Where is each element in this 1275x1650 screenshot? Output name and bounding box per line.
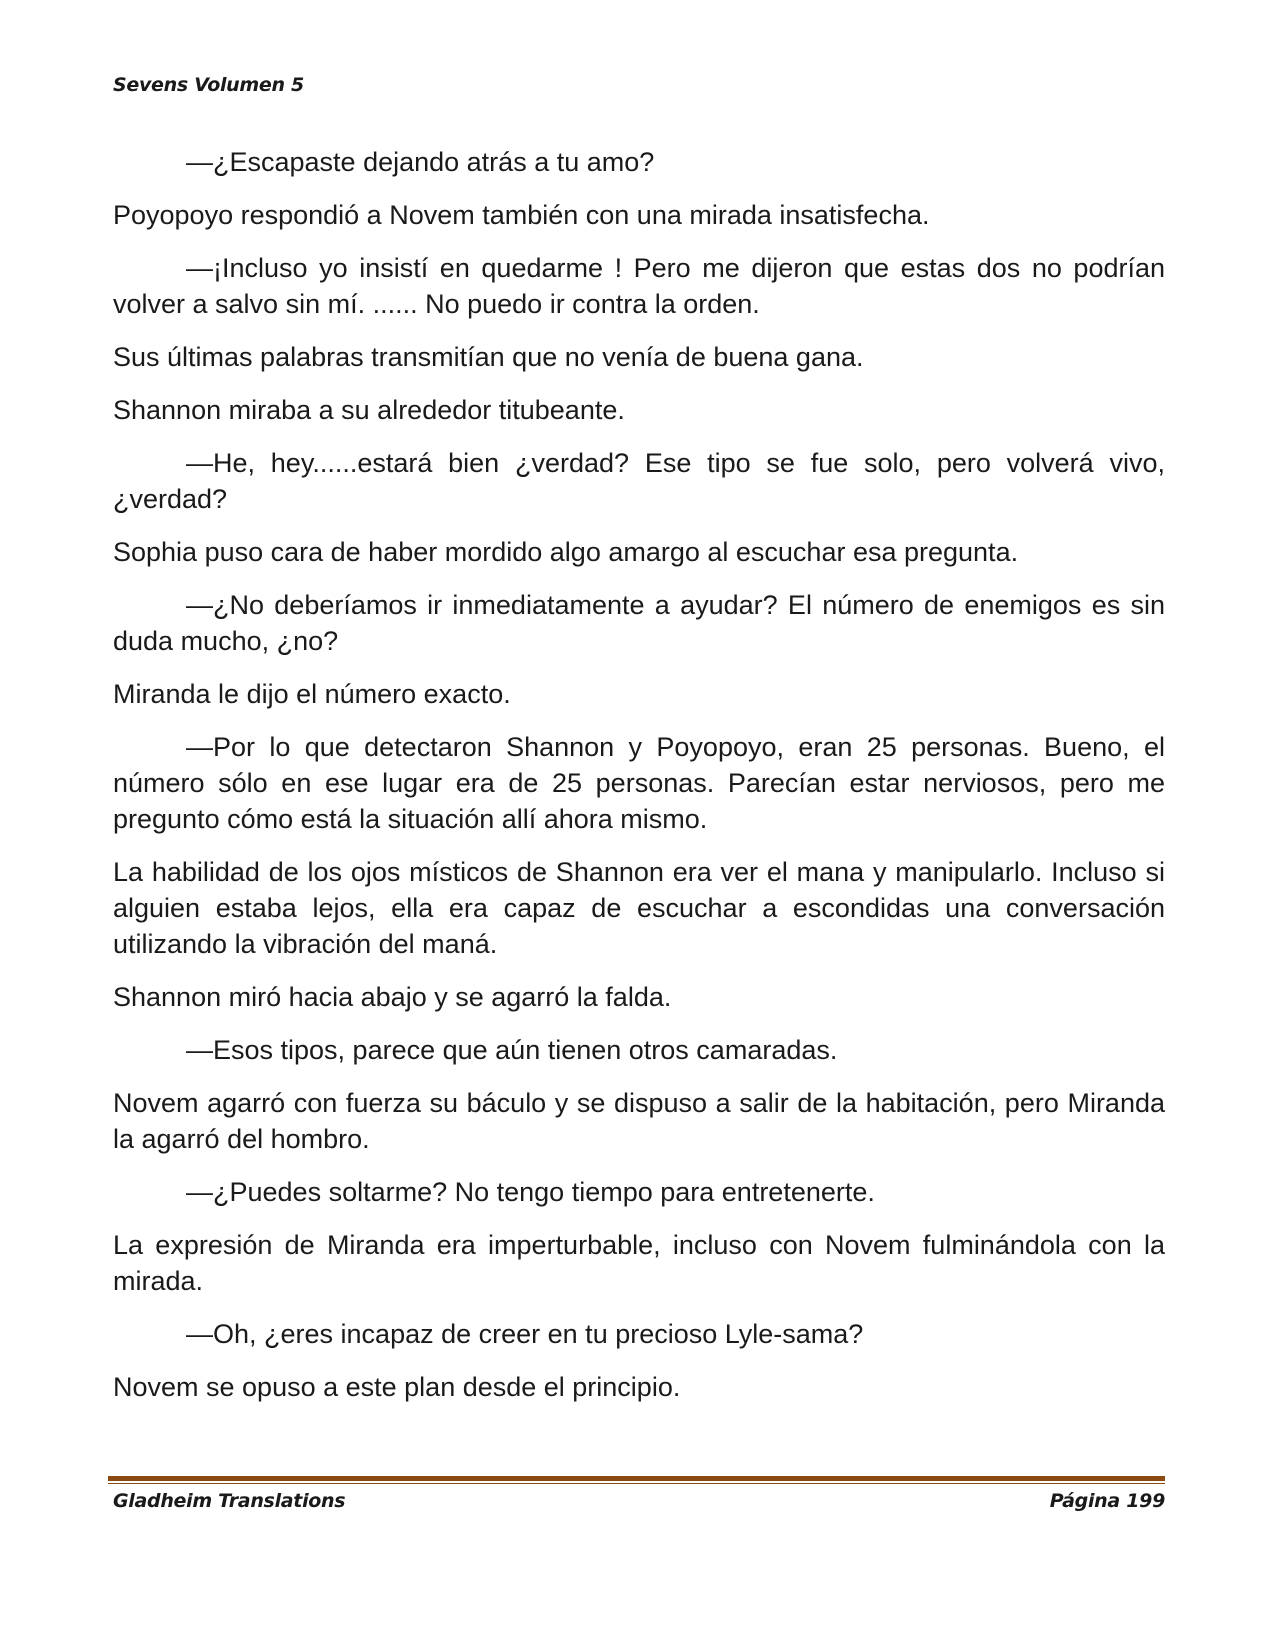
footer-divider <box>108 1476 1165 1486</box>
paragraph: Shannon miró hacia abajo y se agarró la falda. <box>113 982 672 1012</box>
paragraph: Poyopoyo respondió a Novem también con una mirada insatisfecha. <box>113 200 930 230</box>
footer-divider-thin <box>108 1483 1165 1484</box>
paragraph: La habilidad de los ojos místicos de Shannon era ver el mana y manipularlo. Incluso si alguien estaba lejos, ella era capaz de escuchar a escondidas una conversación utilizando la vibración del maná. <box>113 857 1165 959</box>
footer-divider-thick <box>108 1476 1165 1481</box>
paragraph: Sophia puso cara de haber mordido algo amargo al escuchar esa pregunta. <box>113 537 1019 567</box>
page-number: Página 199 <box>1049 1490 1165 1512</box>
running-header: Sevens Volumen 5 <box>113 74 304 96</box>
paragraph: Miranda le dijo el número exacto. <box>113 679 511 709</box>
paragraph: —¿Puedes soltarme? No tengo tiempo para entretenerte. <box>186 1177 875 1207</box>
paragraph: —Esos tipos, parece que aún tienen otros camaradas. <box>186 1035 838 1065</box>
paragraph: —¡Incluso yo insistí en quedarme ! Pero me dijeron que estas dos no podrían volver a salvo sin mí. ...... No puedo ir contra la orden. <box>113 253 1165 319</box>
paragraph: La expresión de Miranda era imperturbable, incluso con Novem fulminándola con la mirada. <box>113 1230 1165 1296</box>
footer-publisher: Gladheim Translations <box>113 1490 346 1512</box>
paragraph: —He, hey......estará bien ¿verdad? Ese tipo se fue solo, pero volverá vivo, ¿verdad? <box>113 448 1165 514</box>
paragraph: Novem se opuso a este plan desde el principio. <box>113 1372 681 1402</box>
paragraph: Sus últimas palabras transmitían que no venía de buena gana. <box>113 342 864 372</box>
paragraph: —¿Escapaste dejando atrás a tu amo? <box>186 147 655 177</box>
paragraph: —¿No deberíamos ir inmediatamente a ayudar? El número de enemigos es sin duda mucho, ¿no? <box>113 590 1165 656</box>
page-body <box>113 144 1165 1422</box>
paragraph: Novem agarró con fuerza su báculo y se dispuso a salir de la habitación, pero Miranda la agarró del hombro. <box>113 1088 1165 1154</box>
paragraph: —Oh, ¿eres incapaz de creer en tu precioso Lyle-sama? <box>186 1319 864 1349</box>
paragraph: Shannon miraba a su alrededor titubeante. <box>113 395 625 425</box>
paragraph: —Por lo que detectaron Shannon y Poyopoyo, eran 25 personas. Bueno, el número sólo en ese lugar era de 25 personas. Parecían estar nerviosos, pero me pregunto cómo está la situación allí ahora mismo. <box>113 732 1165 834</box>
